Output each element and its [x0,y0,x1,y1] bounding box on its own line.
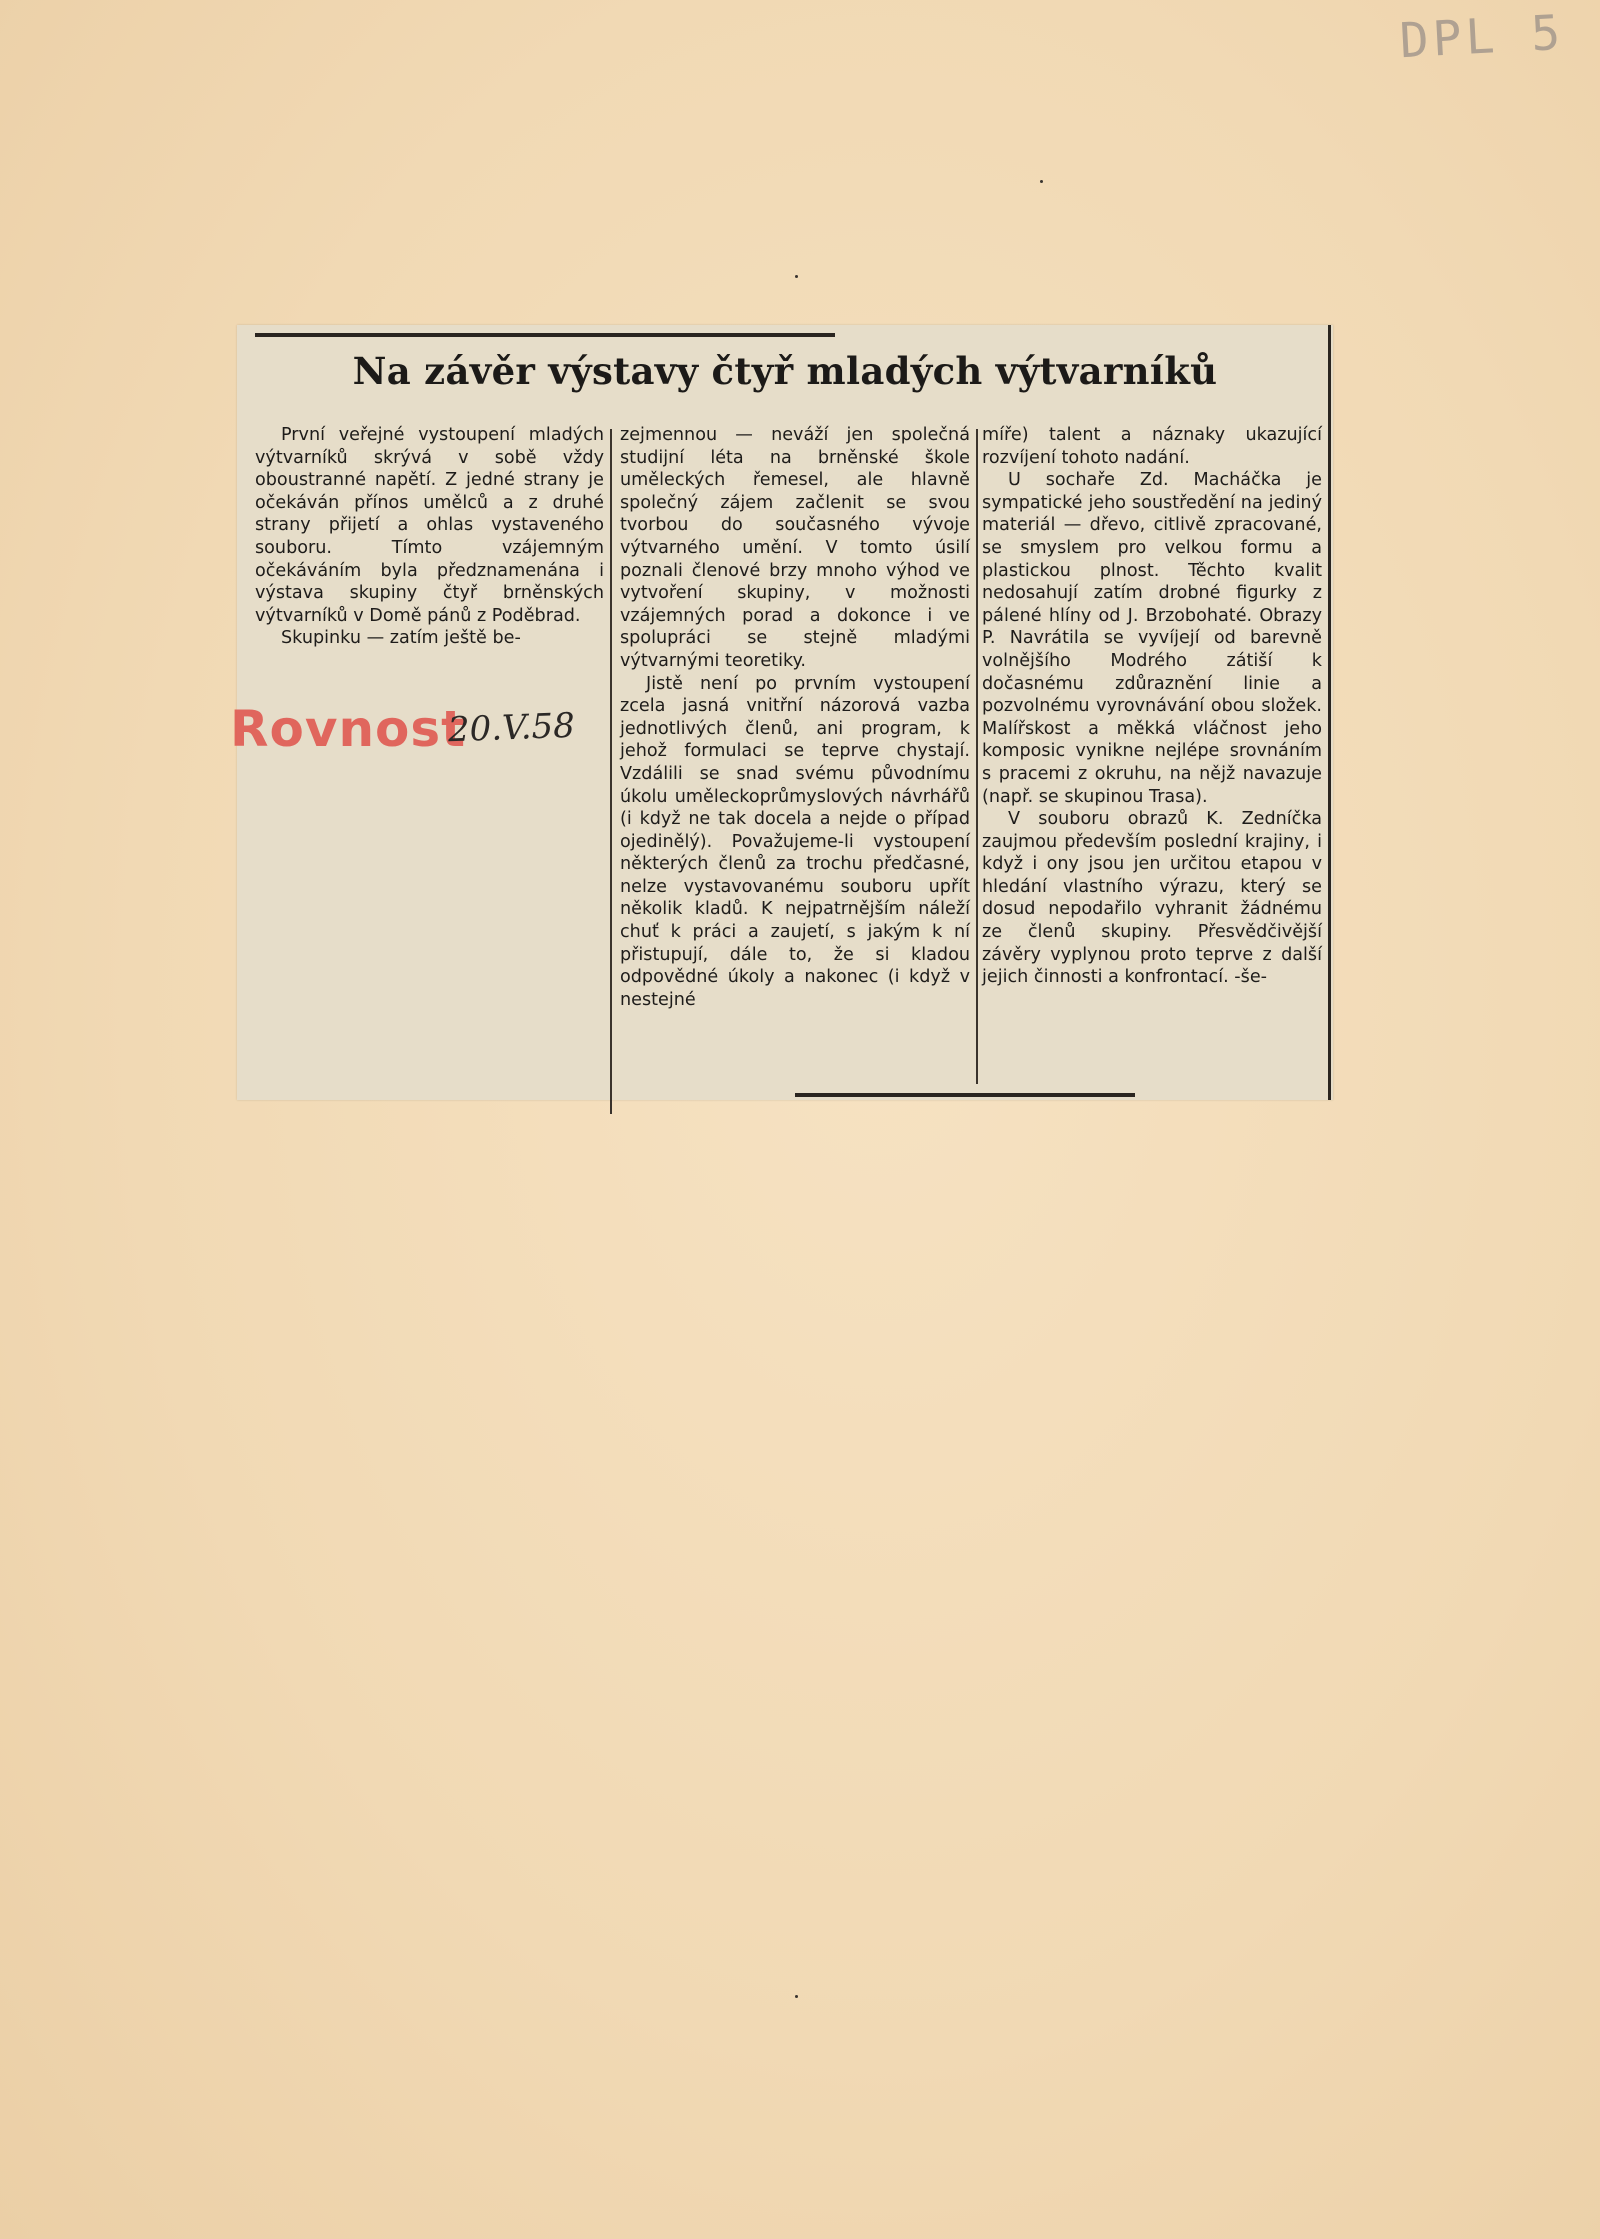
article-column-1 [255,424,604,650]
article-column-2 [620,424,970,1011]
archive-mark: DPL 5 [1398,4,1566,70]
column-divider [610,429,612,1114]
paper-speck [795,1995,798,1998]
right-rule [1328,325,1331,1100]
column-divider [976,429,978,1084]
column-3-paragraph: míře) talent a náznaky ukazující rozvíjení tohoto nadání. [982,425,1322,468]
article-column-3 [982,424,1322,989]
newspaper-stamp: Rovnost [230,700,467,758]
column-3-paragraph: U sochaře Zd. Macháčka je sympatické jeho soustředění na jediný materiál — dřevo, citlivě zpracované, se smyslem pro velkou formu a plastickou plnost. Těchto kvalit nedosahují zatím drobné figurky z pálené hlíny od J. Brzobohaté. Obrazy P. Navrátila se vyvíjejí od barevně volnějšího Modrého zátiší k dočasnému zdůraznění linie a pozvolnému vyrovnávání obou složek. Malířskost a měkká vláčnost jeho komposic vynikne nejlépe srovnáním s pracemi z okruhu, na nějž navazuje (např. se skupinou Trasa). [982,470,1322,807]
column-1-paragraph: První veřejné vystoupení mladých výtvarníků skrývá v sobě vždy oboustranné napětí. Z jedné strany je očekáván přínos umělců a z druhé strany přijetí a ohlas vystaveného souboru. Tímto vzájemným očekáváním byla předznamenána i výstava skupiny čtyř brněnských výtvarníků v Domě pánů z Poděbrad. [255,425,604,626]
paper-speck [795,275,798,278]
column-1-paragraph: Skupinku — zatím ještě be- [281,628,521,649]
column-2-paragraph: zejmennou — neváží jen společná studijní léta na brněnské škole uměleckých řemesel, ale hlavně společný zájem začlenit se svou tvorbou do současného vývoje výtvarného umění. V tomto úsilí poznali členové brzy mnoho výhod ve vytvoření skupiny, v možnosti vzájemných porad a dokonce i ve spolupráci se stejně mladými výtvarnými teoretiky. [620,425,970,671]
column-2-paragraph: Jistě není po prvním vystoupení zcela jasná vnitřní názorová vazba jednotlivých členů, ani program, k jehož formulaci se teprve chystají. Vzdálili se snad svému původnímu úkolu uměleckoprůmyslových návrhářů (i když ne tak docela a nejde o případ ojedinělý). Považujeme-li vystoupení některých členů za trochu předčasné, nelze vystavovanému souboru upřít několik kladů. K nejpatrnějším náleží chuť k práci a zaujetí, s jakým k ní přistupují, dále to, že si kladou odpovědné úkoly a nakonec (i když v nestejné [620,673,970,1010]
paper-speck [1040,180,1043,183]
column-3-paragraph: V souboru obrazů K. Zedníčka zaujmou především poslední krajiny, i když i ony jsou jen určitou etapou v hledání vlastního výrazu, který se dosud nepodařilo vyhranit žádnému ze členů skupiny. Přesvědčivější závěry vyplynou proto teprve z další jejich činnosti a konfrontací. -še- [982,809,1322,988]
bottom-rule [795,1093,1135,1097]
article-headline: Na závěr výstavy čtyř mladých výtvarníků [352,349,1218,393]
top-rule [255,333,835,337]
handwritten-date: 20.V.58 [447,705,576,751]
